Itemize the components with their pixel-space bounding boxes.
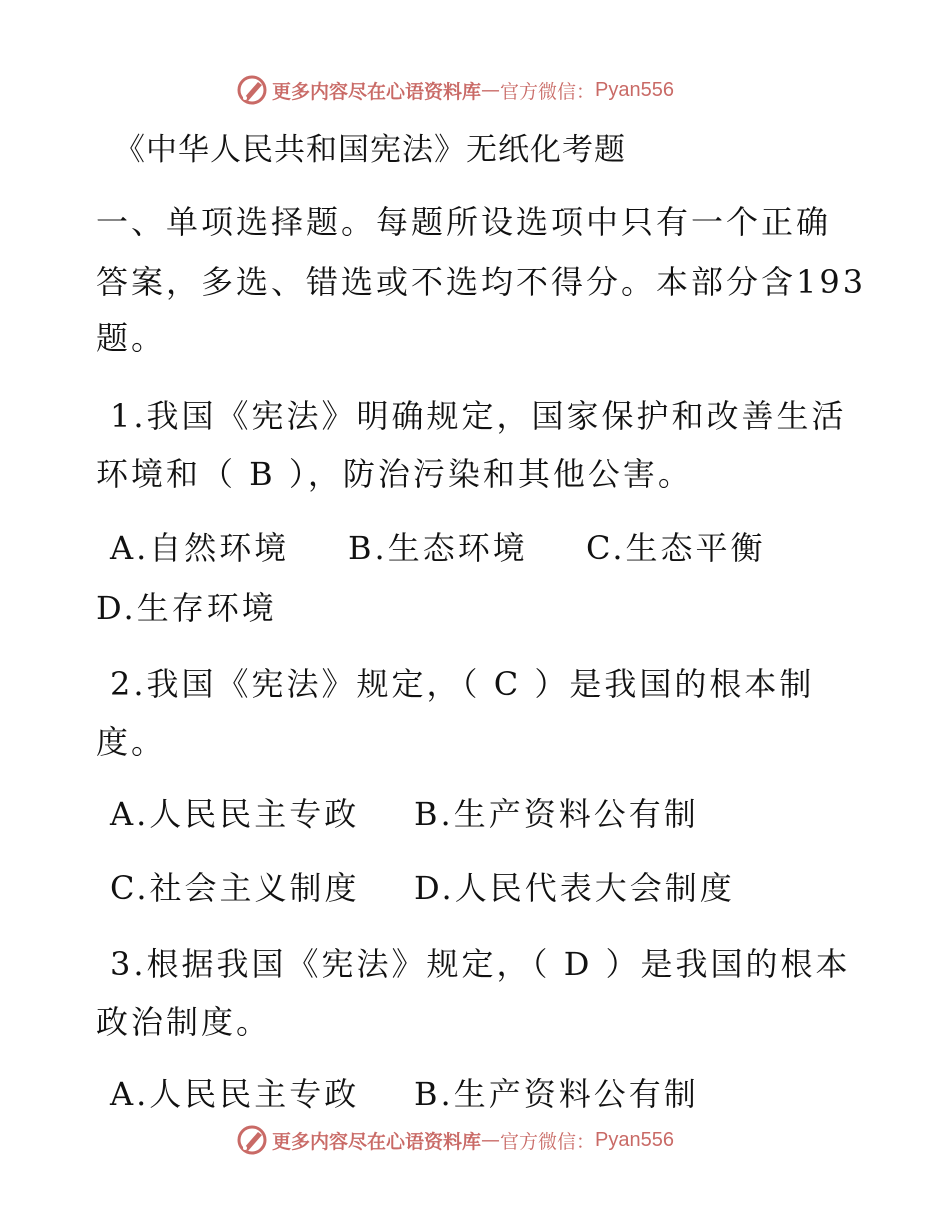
watermark-separator: — [481, 79, 501, 101]
question-1-option-c: C.生态平衡 [586, 529, 766, 567]
watermark-separator: — [481, 1129, 501, 1151]
watermark-official: 官方微信： [500, 1130, 596, 1153]
watermark-brand: 更多内容尽在心语资料库 [272, 1130, 482, 1153]
section-intro-line-1: 一、单项选择题。每题所设选项中只有一个正确 [96, 203, 832, 241]
question-2-stem-line-2: 度。 [96, 723, 167, 761]
question-3-option-a: A.人民民主专政 [110, 1075, 360, 1113]
pen-logo-icon [236, 74, 268, 106]
question-1-stem-line-1: 1.我国《宪法》明确规定，国家保护和改善生活 [110, 397, 847, 435]
question-2-option-c: C.社会主义制度 [110, 869, 360, 907]
question-1-option-d: D.生存环境 [96, 589, 277, 627]
watermark-brand: 更多内容尽在心语资料库 [272, 80, 482, 103]
footer-watermark [236, 1123, 674, 1157]
question-3-option-b: B.生产资料公有制 [414, 1075, 699, 1113]
question-2-option-b: B.生产资料公有制 [414, 795, 699, 833]
document-title: 《中华人民共和国宪法》无纸化考题 [114, 132, 626, 168]
watermark-official: 官方微信： [500, 80, 596, 103]
question-2-stem-line-1: 2.我国《宪法》规定，（ C ）是我国的根本制 [110, 665, 815, 703]
question-3-stem-line-1: 3.根据我国《宪法》规定，（ D ）是我国的根本 [110, 945, 851, 983]
watermark-account: Pyan556 [595, 1128, 674, 1151]
pen-logo-icon [236, 1124, 268, 1156]
question-2-option-d: D.人民代表大会制度 [414, 869, 735, 907]
section-intro-line-2: 答案，多选、错选或不选均不得分。本部分含193 [96, 263, 867, 301]
question-3-stem-line-2: 政治制度。 [96, 1003, 272, 1041]
question-1-option-b: B.生态环境 [348, 529, 528, 567]
watermark-account: Pyan556 [595, 78, 674, 101]
question-1-stem-line-2: 环境和（ B ），防治污染和其他公害。 [96, 455, 693, 493]
header-watermark [236, 73, 674, 107]
section-intro-line-3: 题。 [96, 319, 167, 357]
question-1-option-a: A.自然环境 [110, 529, 290, 567]
question-2-option-a: A.人民民主专政 [110, 795, 360, 833]
